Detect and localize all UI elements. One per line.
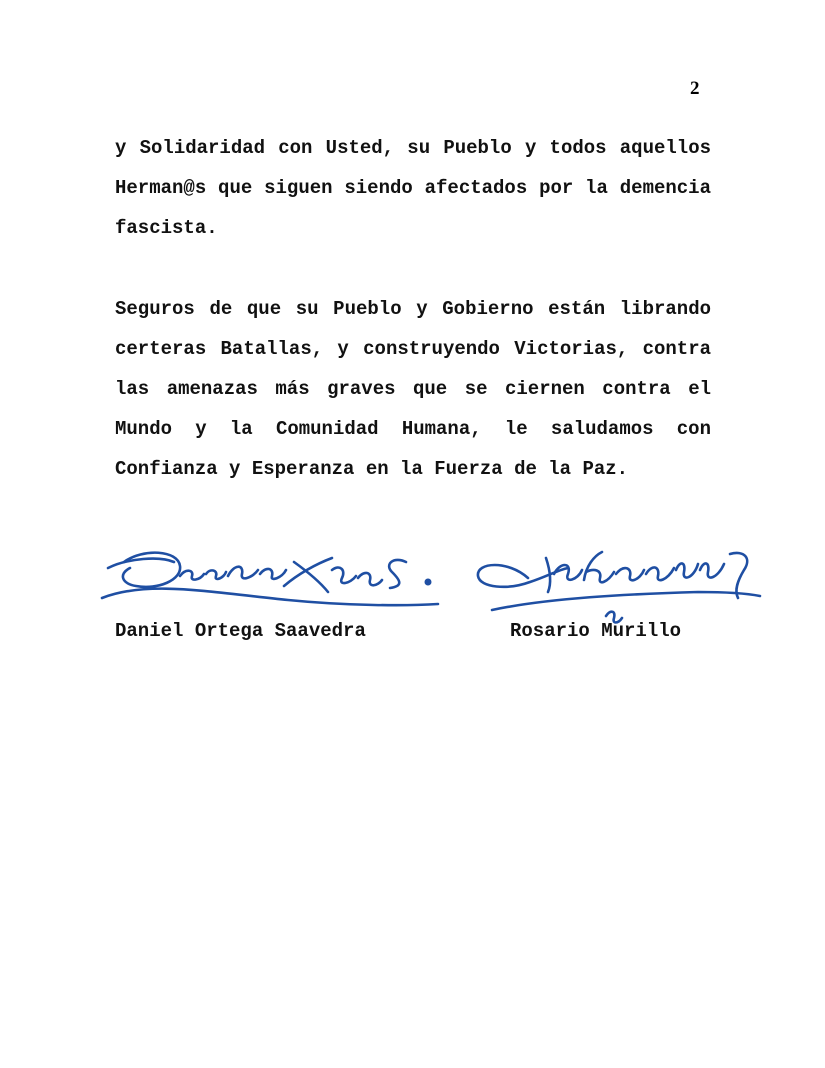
page-number: 2 <box>690 78 700 99</box>
paragraph-greeting: Seguros de que su Pueblo y Gobierno están librando certeras Batallas, y construyendo Victorias, contra las amenazas más graves que se ciernen contra el Mundo y la Comunidad Humana, le saludamos con Confianza y Esperanza en la Fuerza de la Paz. <box>115 298 711 480</box>
signer-name-daniel-ortega: Daniel Ortega Saavedra <box>115 620 366 642</box>
paragraph-solidarity: y Solidaridad con Usted, su Pueblo y todos aquellos Herman@s que siguen siendo afectados por la demencia fascista. <box>115 137 711 239</box>
signer-name-rosario-murillo: Rosario Murillo <box>510 620 682 642</box>
